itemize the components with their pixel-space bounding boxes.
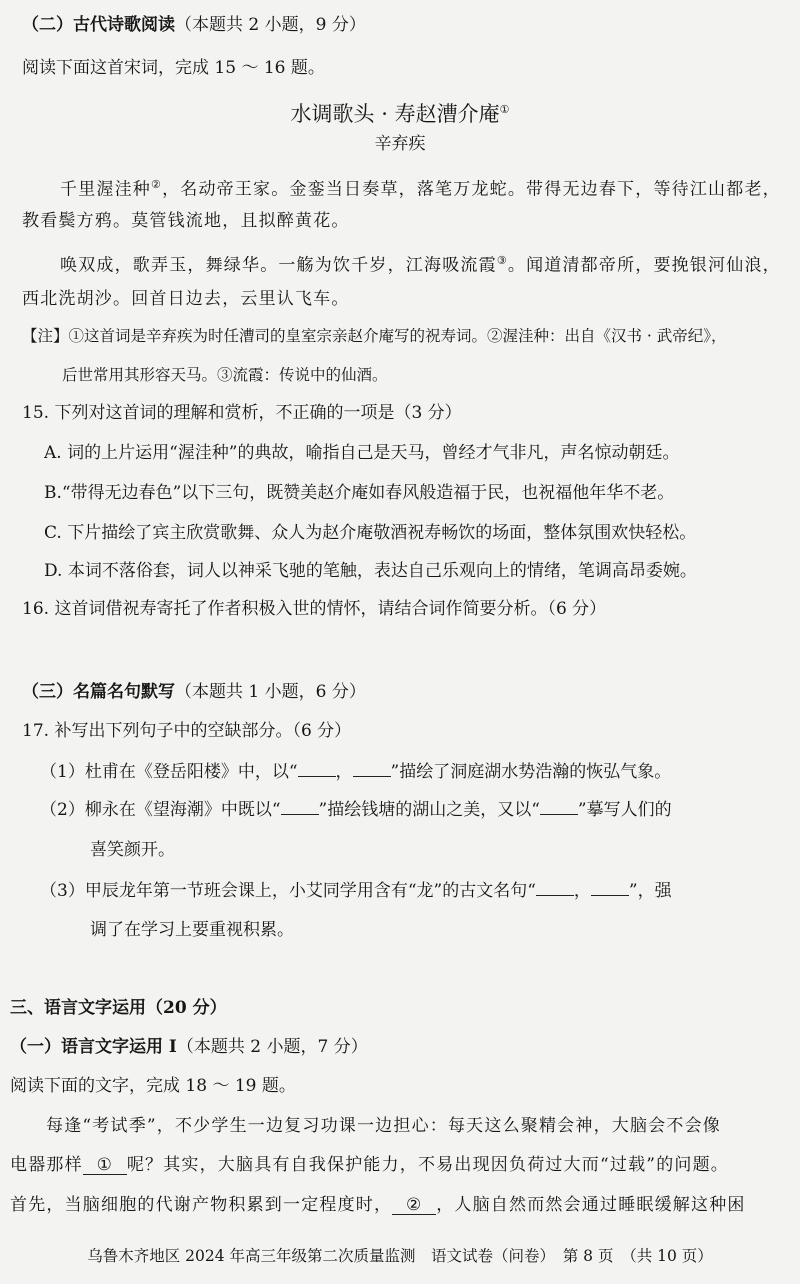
passage-line2 <box>10 1152 800 1178</box>
passage-text: 电器那样 <box>10 1155 83 1175</box>
passage-text: 呢？其实，大脑具有自我保护能力，不易出现因负荷过大而“过载”的问题。 <box>126 1155 729 1175</box>
part3-subheading: （一）语言文字运用 I <box>10 1037 177 1057</box>
q17-item2 <box>40 797 800 823</box>
poem-text: 唤双成，歌弄玉，舞绿华。一觞为饮千岁，江海吸流霞 <box>60 255 497 276</box>
poem-author: 辛弃疾 <box>374 134 426 154</box>
q17-item2-line2: 喜笑颜开。 <box>90 840 175 860</box>
q17-text: ， <box>573 881 591 901</box>
section2-instruction: 阅读下面这首宋词，完成 15 ～ 16 题。 <box>22 58 325 78</box>
q17-text: （2）柳永在《望海潮》中既以“ <box>40 800 281 820</box>
q15-option-d: D. 本词不落俗套，词人以神采飞驰的笔触，表达自己乐观向上的情绪，笔调高昂委婉。 <box>44 561 697 581</box>
poem-title-line <box>0 95 800 125</box>
passage-blank-2[interactable]: ② <box>392 1196 436 1215</box>
q17-item3-line2: 调了在学习上要重视积累。 <box>90 920 294 940</box>
poem-note-line2: 后世常用其形容天马。③流霞：传说中的仙酒。 <box>62 366 388 384</box>
passage-text: ，人脑自然而然会通过睡眠缓解这种困 <box>436 1195 746 1215</box>
q15-stem: 15. 下列对这首词的理解和赏析，不正确的一项是（3 分） <box>22 403 462 423</box>
fill-blank[interactable] <box>353 776 391 777</box>
passage-line1: 每逢“考试季”，不少学生一边复习功课一边担心：每天这么聚精会神，大脑会不会像 <box>46 1116 721 1136</box>
poem-footnote-mark: ② <box>151 178 163 191</box>
q17-text: ， <box>335 762 353 782</box>
page-footer: 乌鲁木齐地区 2024 年高三年级第二次质量监测 语文试卷（问卷） 第 8 页 （共 10 页） <box>87 1247 713 1265</box>
poem-text: ，名动帝王家。金銮当日奏草，落笔万龙蛇。带得无边春下，等待江山都老， <box>162 179 781 200</box>
section2-heading: （二）古代诗歌阅读 <box>22 15 175 35</box>
section3-heading-note: （本题共 1 小题，6 分） <box>175 682 366 702</box>
part3-subheading-note: （本题共 2 小题，7 分） <box>176 1037 368 1057</box>
poem-text: 千里渥洼种 <box>60 179 151 200</box>
passage-blank-1[interactable]: ① <box>83 1156 127 1175</box>
poem-footnote-mark: ③ <box>496 254 508 267</box>
q17-text: （3）甲辰龙年第一节班会课上，小艾同学用含有“龙”的古文名句“ <box>40 881 536 901</box>
q15-option-b: B.“带得无边春色”以下三句，既赞美赵介庵如春风般造福于民，也祝福他年华不老。 <box>44 483 675 503</box>
q17-item3 <box>40 878 800 904</box>
q17-text: ”摹写人们的 <box>577 800 672 820</box>
part3-instruction: 阅读下面的文字，完成 18 ～ 19 题。 <box>10 1076 296 1096</box>
poem-stanza2-line2: 西北洗胡沙。回首日边去，云里认飞车。 <box>22 289 350 309</box>
q17-text: ”描绘了洞庭湖水势浩瀚的恢弘气象。 <box>390 762 672 782</box>
fill-blank[interactable] <box>298 776 336 777</box>
section2-heading-line <box>22 12 800 38</box>
passage-line3 <box>10 1192 800 1218</box>
q15-option-a: A. 词的上片运用“渥洼种”的典故，喻指自己是天马，曾经才气非凡，声名惊动朝廷。 <box>44 443 680 463</box>
section3-heading: （三）名篇名句默写 <box>22 682 175 702</box>
poem-title: 水调歌头 · 寿赵漕介庵 <box>290 102 500 125</box>
poem-title-footnote-mark: ① <box>499 103 510 116</box>
q15-option-c: C. 下片描绘了宾主欣赏歌舞、众人为赵介庵敬酒祝寿畅饮的场面，整体氛围欢快轻松。 <box>44 523 697 543</box>
q17-text: （1）杜甫在《登岳阳楼》中，以“ <box>40 762 298 782</box>
q16-stem: 16. 这首词借祝寿寄托了作者积极入世的情怀，请结合词作简要分析。（6 分） <box>22 599 607 619</box>
poem-stanza1-line2: 教看鬓方鸦。莫管钱流地，且拟醉黄花。 <box>22 211 350 231</box>
section2-heading-note: （本题共 2 小题，9 分） <box>175 15 366 35</box>
poem-stanza2-line1 <box>60 248 800 279</box>
passage-text: 首先，当脑细胞的代谢产物积累到一定程度时， <box>10 1195 393 1215</box>
fill-blank[interactable] <box>536 895 574 896</box>
q17-text: ”描绘钱塘的湖山之美，又以“ <box>318 800 540 820</box>
part3-heading: 三、语言文字运用（20 分） <box>10 998 227 1018</box>
poem-note-line1: 【注】①这首词是辛弃疾为时任漕司的皇室宗亲赵介庵写的祝寿词。②渥洼种：出自《汉书 · 武帝纪》， <box>22 327 727 345</box>
fill-blank[interactable] <box>591 895 629 896</box>
q17-item1 <box>40 759 800 785</box>
fill-blank[interactable] <box>540 814 578 815</box>
poem-text: 。闻道清都帝所，要挽银河仙浪， <box>507 255 781 276</box>
section3-heading-line <box>22 679 800 705</box>
fill-blank[interactable] <box>281 814 319 815</box>
q17-text: ”，强 <box>628 881 672 901</box>
poem-stanza1-line1 <box>60 172 800 203</box>
q17-stem: 17. 补写出下列句子中的空缺部分。（6 分） <box>22 721 352 741</box>
part3-subheading-line <box>10 1034 800 1060</box>
